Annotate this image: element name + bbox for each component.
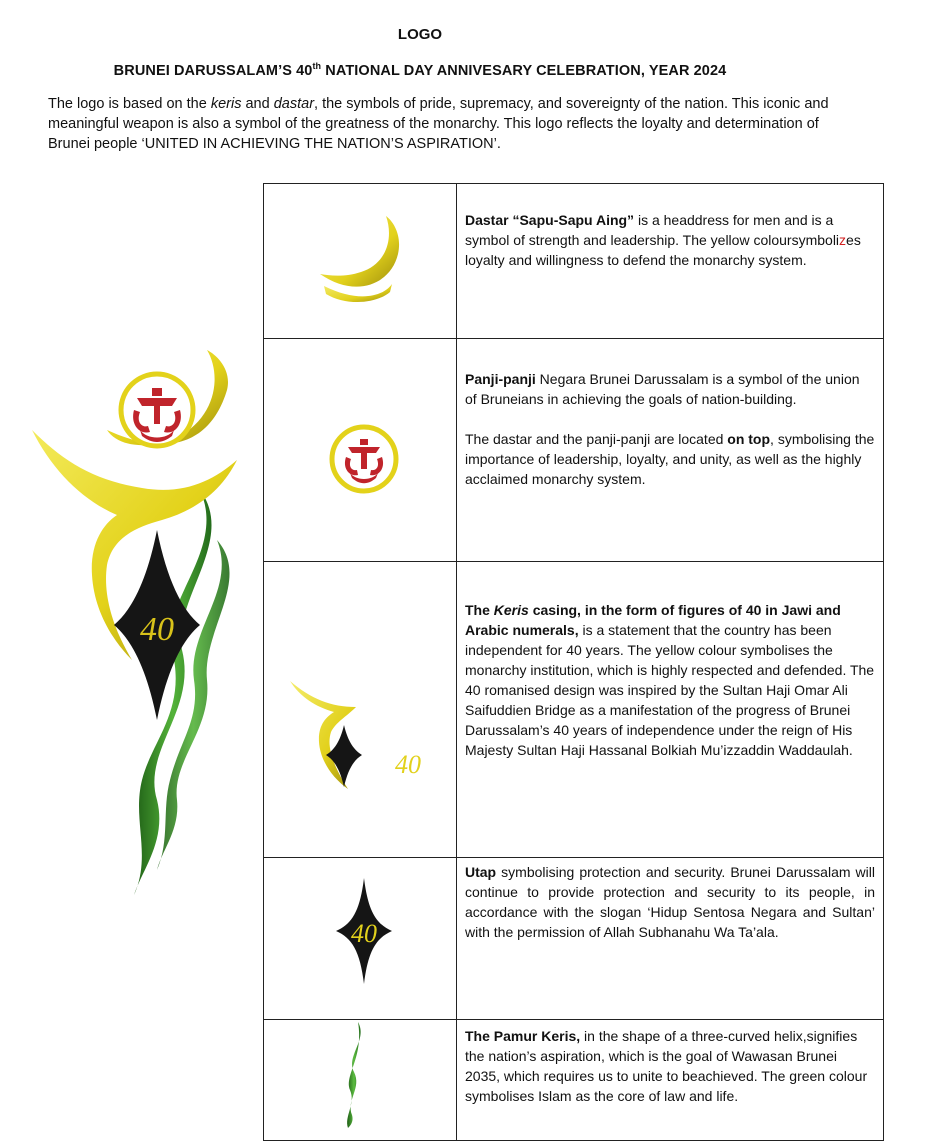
pamur-keris-description: The Pamur Keris, in the shape of a three-curved helix,signifies the nation’s aspiration, which is the goal of Wawasan Brunei 2035, which requires us to unite to beachieved. The green colour symbolises Islam as the core of law and life. <box>457 1020 884 1141</box>
panji-panji-crest-icon <box>328 423 400 495</box>
dastar-description: Dastar “Sapu-Sapu Aing” is a headdress for men and is a symbol of strength and leadership. The yellow coloursymbolizes loyalty and willingness to defend the monarchy system. <box>457 184 884 339</box>
utap-icon <box>334 876 394 986</box>
keris-casing-icon <box>286 677 436 802</box>
pamur-image-cell <box>264 1020 457 1141</box>
table-row <box>264 184 884 339</box>
svg-text:40: 40 <box>351 919 377 948</box>
table-row <box>264 562 884 858</box>
svg-text:40: 40 <box>395 750 421 779</box>
keris-casing-description: The Keris casing, in the form of figures of 40 in Jawi and Arabic numerals, is a statement that the country has been independent for 40 years. The yellow colour symbolises the monarchy institution, which is highly respected and defended. The 40 romanised design was inspired by the Sultan Haji Omar Ali Saifuddien Bridge as a manifestation of the progress of Brunei Darussalam’s 40 years of independence under the reign of His Majesty Sultan Haji Hassanal Bolkiah Mu’izzaddin Waddaulah. <box>457 562 884 858</box>
national-day-logo-image <box>22 350 252 900</box>
panji-description: Panji-panji Negara Brunei Darussalam is a symbol of the union of Bruneians in achieving the goals of nation-building. The dastar and the panji-panji are located on top, symbolising the importance of leadership, loyalty, and unity, as well as the highly acclaimed monarchy system. <box>457 339 884 562</box>
utap-description: Utap symbolising protection and security. Brunei Darussalam will continue to provide protection and security to its people, in accordance with the slogan ‘Hidup Sentosa Negara and Sultan’ with the permission of Allah Subhanahu Wa Ta’ala. <box>457 858 884 1020</box>
table-row <box>264 339 884 562</box>
table-row <box>264 1020 884 1141</box>
svg-text:40: 40 <box>140 611 174 648</box>
page-subtitle: BRUNEI DARUSSALAM’S 40th NATIONAL DAY ANNIVESARY CELEBRATION, YEAR 2024 <box>113 61 727 79</box>
utap-image-cell <box>264 858 457 1020</box>
page-title: LOGO <box>397 26 443 43</box>
table-row <box>264 858 884 1020</box>
dastar-icon <box>316 214 406 304</box>
pamur-keris-helix-icon <box>342 1020 372 1130</box>
intro-paragraph: The logo is based on the keris and dastar, the symbols of pride, supremacy, and sovereignty of the nation. This iconic and meaningful weapon is also a symbol of the greatness of the monarchy. This logo reflects the loyalty and determination of Brunei people ‘UNITED IN ACHIEVING THE NATION’S ASPIRATION’. <box>48 96 829 152</box>
panji-image-cell <box>264 339 457 562</box>
keris-casing-image-cell <box>264 562 457 858</box>
logo-elements-table <box>263 183 884 1141</box>
dastar-image-cell <box>264 184 457 339</box>
